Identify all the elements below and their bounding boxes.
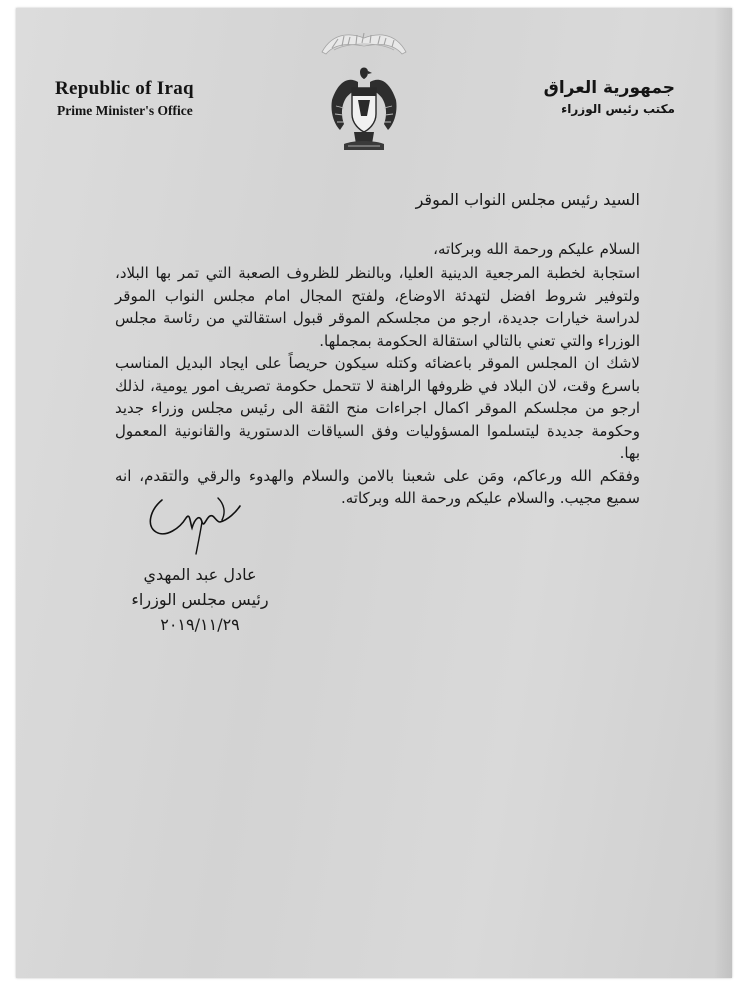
letter-paragraph: وفقكم الله ورعاكم، ومَن على شعبنا بالامن والسلام والهدوء والرقي والتقدم، انه سميع مجيب. والسلام عليكم ورحمة الله وبركاته. [115,466,640,507]
calligraphy-banner [322,33,406,54]
signatory-title: رئيس مجلس الوزراء [131,590,269,609]
letter-body [115,262,640,510]
letter-date: ٢٠١٩/١١/٢٩ [160,615,240,634]
paper-edge-shadow [714,8,732,978]
arabic-letterhead [544,78,675,116]
handwritten-signature [140,488,250,568]
letter-paragraph: لاشك ان المجلس الموقر باعضائه وكتله سيكون حريصاً على ايجاد البديل المناسب باسرع وقت، لان البلاد في ظروفها الراهنة لا تتحمل حكومة تصريف امور يومية، لذلك ارجو من مجلسكم الموقر اكمال اجراءات منح الثقة الى رئيس مجلس وزراء جديد وحكومة جديدة ليتسلموا المسؤوليات وفق السياقات الدستورية والقانونية المعمول بها. [115,354,640,462]
letter-addressee: السيد رئيس مجلس النواب الموقر [415,190,640,209]
iraq-eagle-emblem-icon [314,24,414,164]
english-letterhead [55,78,194,119]
letterhead-subtitle-ar: مكتب رئيس الوزراء [561,102,675,116]
signatory-name: عادل عبد المهدي [143,565,257,584]
letter-paragraph: استجابة لخطبة المرجعية الدينية العليا، وبالنظر للظروف الصعبة التي تمر بها البلاد، ولتوفير شروط افضل لتهدئة الاوضاع، ولفتح المجال امام مجلس النواب الموقر لدراسة خيارات جديدة، ارجو من مجلسكم الموقر قبول استقالتي من رئاسة مجلس الوزراء والتي تعني بالتالي استقالة الحكومة بمجملها. [115,264,640,350]
letterhead-title-en: Republic of Iraq [55,78,194,99]
letterhead-subtitle-en: Prime Minister's Office [57,103,193,118]
signature-block [130,562,270,637]
eagle-figure [331,68,396,151]
letter-greeting: السلام عليكم ورحمة الله وبركاته، [433,240,640,258]
letterhead-title-ar: جمهورية العراق [543,78,675,98]
